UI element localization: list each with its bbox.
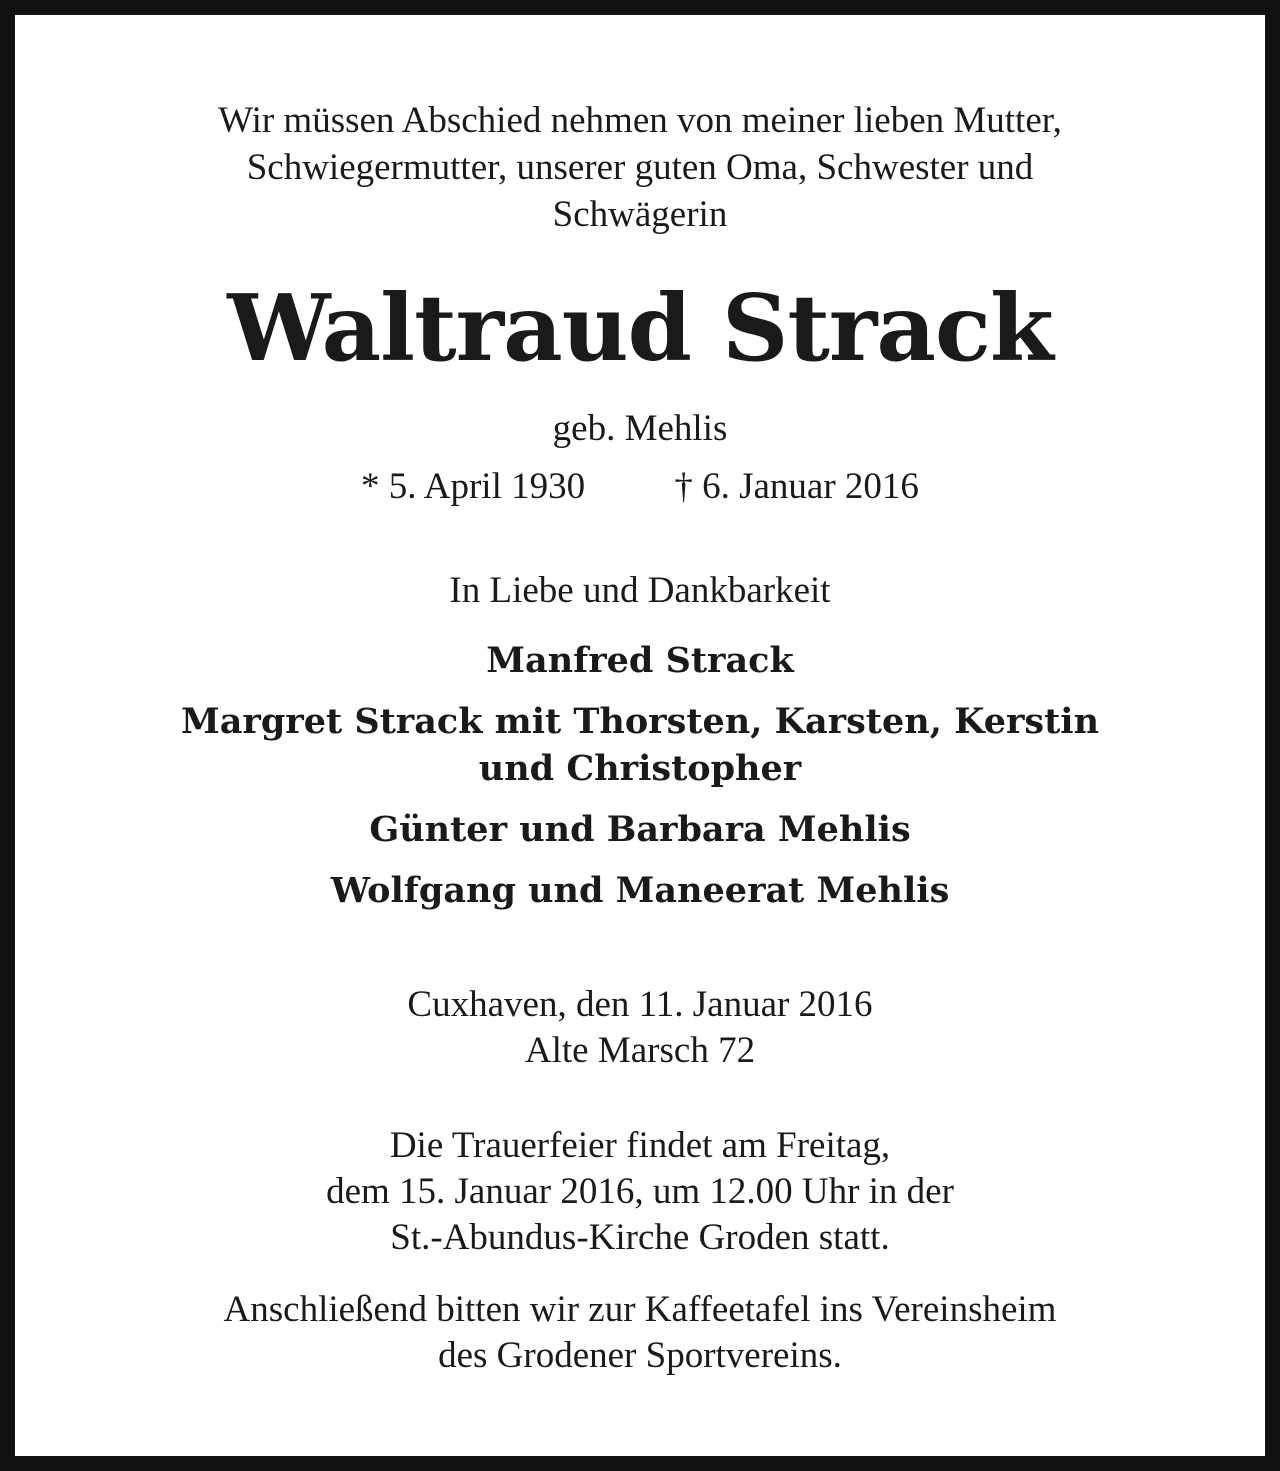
life-dates [15,464,1265,510]
intro-line: Wir müssen Abschied nehmen von meiner lieben Mutter, [218,100,1062,141]
thanks-line: In Liebe und Dankbarkeit [449,570,831,611]
ceremony-line: Die Trauerfeier findet am Freitag, [389,1125,891,1166]
birth-date: * 5. April 1930 [361,466,586,507]
intro-text [15,97,1265,238]
mourner-entry: Günter und Barbara Mehlis [369,809,911,850]
address-line: Alte Marsch 72 [524,1030,756,1071]
place-line: Cuxhaven, den 11. Januar 2016 [407,984,873,1025]
deceased-name: Waltraud Strack [227,274,1053,382]
maiden-name: geb. Mehlis [552,408,728,449]
reception-info [15,1287,1265,1379]
intro-line: Schwiegermutter, unserer guten Oma, Schwester und [246,147,1034,188]
mourner-entry: Wolfgang und Maneerat Mehlis [330,870,950,911]
reception-line: des Grodener Sportvereins. [438,1335,842,1376]
ceremony-info [15,1123,1265,1261]
mourner-entry: und Christopher [478,748,802,789]
mourner-entry: Margret Strack mit Thorsten, Karsten, Kerstin [180,701,1100,742]
death-date: † 6. Januar 2016 [674,466,919,507]
intro-line: Schwägerin [552,194,728,235]
reception-line: Anschließend bitten wir zur Kaffeetafel ins Vereinsheim [223,1289,1057,1330]
mourner-entry: Manfred Strack [486,640,794,681]
ceremony-line: dem 15. Januar 2016, um 12.00 Uhr in der [326,1171,954,1212]
mourners-list [15,637,1265,914]
ceremony-line: St.-Abundus-Kirche Groden statt. [390,1217,890,1258]
place-and-address [15,982,1265,1074]
